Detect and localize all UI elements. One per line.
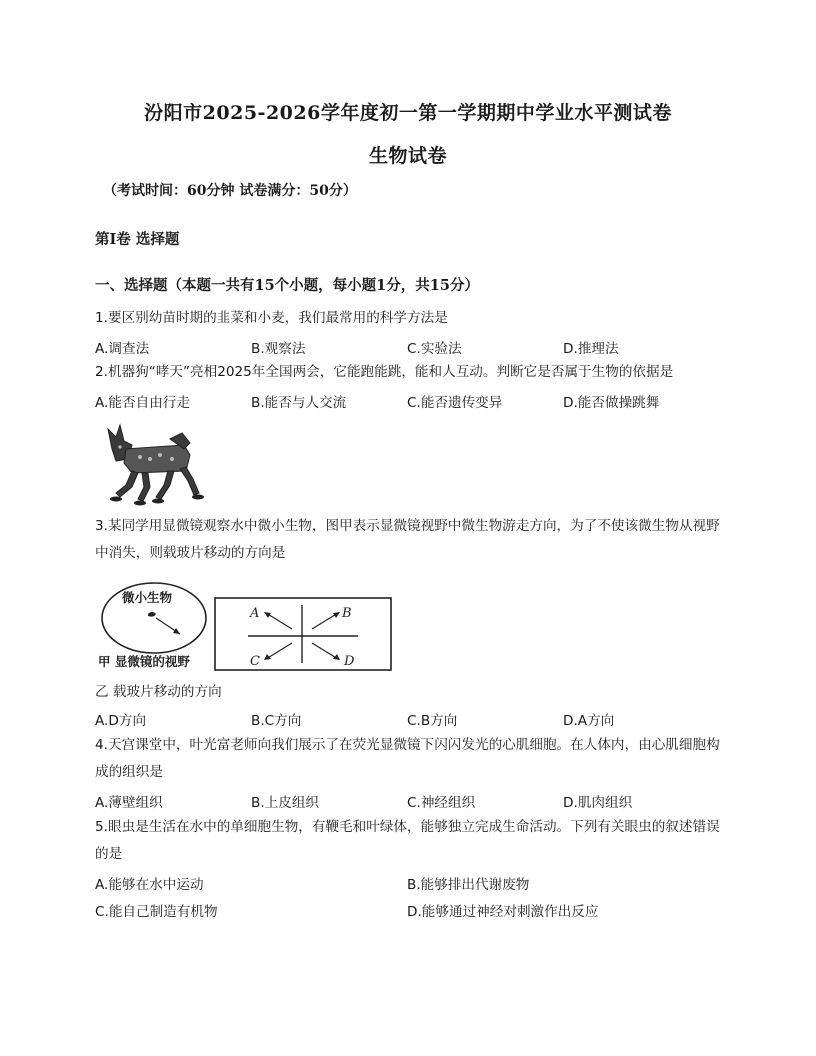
direction-label-b: B: [342, 606, 352, 621]
question-2-option-a: A.能否自由行走: [95, 395, 190, 411]
question-4-option-c: C.神经组织: [407, 795, 476, 811]
microbe-label: 微小生物: [122, 590, 173, 605]
arrow-icon: [173, 628, 180, 634]
question-1-stem: 1.要区别幼苗时期的韭菜和小麦，我们最常用的科学方法是: [95, 310, 448, 326]
question-3-stem: 3.某同学用显微镜观察水中微小生物，图甲表示显微镜视野中微生物游走方向，为了不使该微生物从视野中消失，则载玻片移动的方向是: [95, 518, 720, 561]
question-1-option-b: B.观察法: [251, 341, 306, 357]
question-3-option-b: B.C方向: [251, 713, 302, 729]
robot-dog-figure: [98, 415, 216, 511]
question-3-option-a: A.D方向: [95, 713, 147, 729]
question-5-option-d: D.能够通过神经对刺激作出反应: [407, 904, 599, 920]
question-1-option-a: A.调查法: [95, 341, 150, 357]
question-4-option-d: D.肌肉组织: [563, 795, 633, 811]
question-4-option-a: A.薄壁组织: [95, 795, 163, 811]
question-3-option-c: C.B方向: [407, 713, 458, 729]
question-2-option-c: C.能否遗传变异: [407, 395, 503, 411]
direction-label-d: D: [344, 654, 355, 669]
question-3-option-d: D.A方向: [563, 713, 615, 729]
question-4-option-b: B.上皮组织: [251, 795, 320, 811]
section-heading: 一、选择题（本题一共有15个小题，每小题1分，共15分）: [95, 277, 479, 294]
question-2-option-d: D.能否做操跳舞: [563, 395, 660, 411]
microscope-field-figure: [96, 580, 216, 672]
exam-title: 汾阳市2025-2026学年度初一第一学期期中学业水平测试卷: [144, 102, 672, 124]
direction-label-a: A: [250, 606, 260, 621]
question-5-stem: 5.眼虫是生活在水中的单细胞生物，有鞭毛和叶绿体，能够独立完成生命活动。下列有关眼虫的叙述错误的是: [95, 819, 720, 862]
question-2-stem: 2.机器狗“哮天”亮相2025年全国两会，它能跑能跳，能和人互动。判断它是否属于生物的依据是: [95, 364, 674, 380]
question-2-option-b: B.能否与人交流: [251, 395, 347, 411]
question-4-stem: 4.天宫课堂中，叶光富老师向我们展示了在荧光显微镜下闪闪发光的心肌细胞。在人体内，由心肌细胞构成的组织是: [95, 737, 720, 780]
slide-direction-figure: [214, 597, 394, 671]
direction-label-c: C: [250, 654, 260, 669]
field-caption: 甲 显微镜的视野: [98, 654, 190, 669]
exam-subtitle: 生物试卷: [368, 145, 447, 167]
question-5-option-a: A.能够在水中运动: [95, 877, 204, 893]
figure-caption: 乙 载玻片移动的方向: [95, 684, 222, 700]
exam-info: （考试时间：60分钟 试卷满分：50分）: [103, 183, 357, 199]
microbe-shape: [148, 612, 156, 617]
part-heading: 第Ⅰ卷 选择题: [95, 231, 180, 248]
question-5-option-b: B.能够排出代谢废物: [407, 877, 530, 893]
question-5-option-c: C.能自己制造有机物: [95, 904, 218, 920]
question-1-option-d: D.推理法: [563, 341, 619, 357]
question-1-option-c: C.实验法: [407, 341, 462, 357]
